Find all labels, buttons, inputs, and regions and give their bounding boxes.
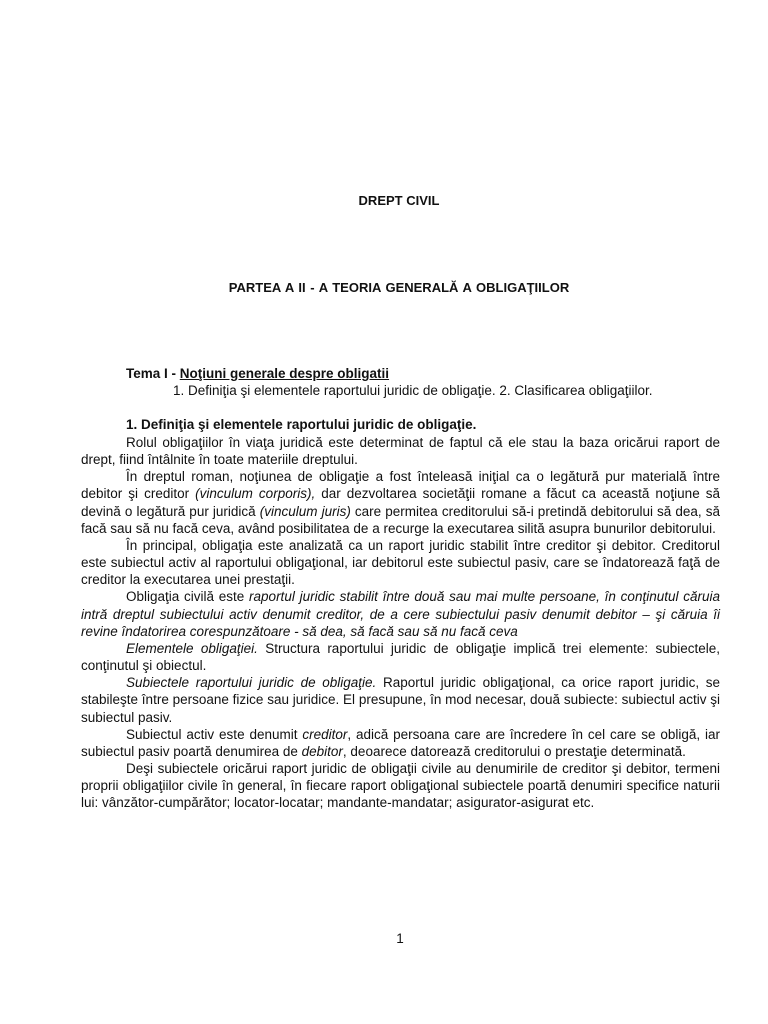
paragraph: Elementele obligaţiei. Structura raportului juridic de obligaţie implică trei elemente: subiectele, conţinutul şi obiectul. [81,640,720,674]
document-title: DREPT CIVIL [358,193,440,208]
paragraph: În principal, obligaţia este analizată ca un raport juridic stabilit între creditor şi debitor. Creditorul este subiectul activ al raportului obligaţional, iar debitorul este subiectul pasiv, care se îndatorează faţă de creditor la executarea unei prestaţii. [81,537,720,588]
theme-label: Tema I - [126,366,180,381]
paragraph: În dreptul roman, noţiunea de obligaţie a fost înteleasă iniţial ca o legătură pur materială între debitor şi creditor (vinculum corporis), dar dezvoltarea societăţii romane a făcut ca această noţiune să devină o legătură pur juridică (vinculum juris) care permitea creditorului să-i pretindă debitorului să dea, să facă sau să nu facă ceva, având posibilitatea de a recurge la executarea silită asupra bunurilor debitorului. [81,469,720,536]
section-heading: 1. Definiţia şi elementele raportului juridic de obligaţie. [126,417,477,432]
page-number: 1 [396,931,404,946]
paragraph: Rolul obligaţiilor în viaţa juridică este determinat de faptul că ele stau la baza oricărui raport de drept, fiind întâlnite în toate materiile dreptului. [81,435,720,468]
theme-subitems: 1. Definiţia şi elementele raportului juridic de obligaţie. 2. Clasificarea obligaţiilor. [173,383,653,398]
body-text [81,434,720,811]
paragraph: Subiectele raportului juridic de obligaţie. Raportul juridic obligaţional, ca orice raport juridic, se stabileşte între persoane fizice sau juridice. El presupune, în mod necesar, două subiecte: subiectul activ şi subiectul pasiv. [81,675,720,725]
paragraph: Subiectul activ este denumit creditor, adică persoana care are încredere în cel care se obligă, iar subiectul pasiv poartă denumirea de debitor, deoarece datorează creditorului o prestaţie determinată. [81,726,720,759]
theme-name: Noţiuni generale despre obligatii [179,366,390,381]
theme-heading [126,366,389,381]
paragraph: Deşi subiectele oricărui raport juridic de obligaţii civile au denumirile de creditor şi debitor, termeni proprii obligaţiilor civile în general, în fiecare raport obligaţional subiectele poartă denumiri specifice naturii lui: vânzător-cumpărător; locator-locatar; mandante-mandatar; asigurator-asigurat etc. [81,760,720,811]
paragraph: Obligaţia civilă este raportul juridic stabilit între două sau mai multe persoane, în conţinutul căruia intră dreptul subiectului activ denumit creditor, de a cere subiectului pasiv denumit debitor – şi căruia îi revine îndatorirea corespunzătoare - să dea, să facă sau să nu facă ceva [81,589,720,639]
part-title: PARTEA A II - A TEORIA GENERALĂ A OBLIGAŢIILOR [228,280,570,295]
